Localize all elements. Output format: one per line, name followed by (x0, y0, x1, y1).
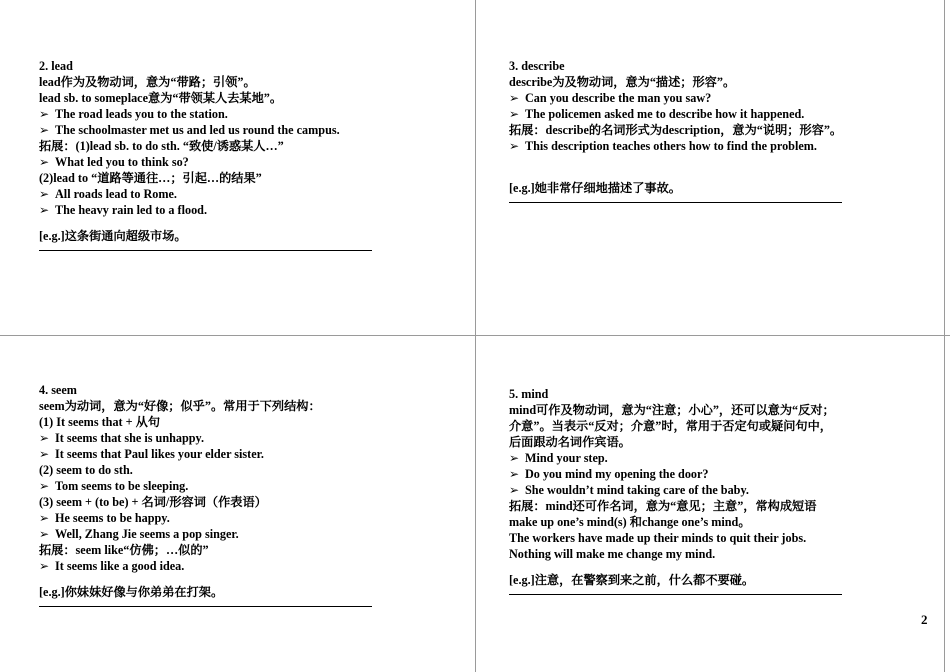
example-sentence: ➢ He seems to be happy. (39, 510, 459, 526)
example-sentence: ➢ What led you to think so? (39, 154, 459, 170)
vertical-divider (475, 0, 476, 672)
section-title: 3. describe (509, 59, 565, 73)
panel-lead (39, 58, 459, 251)
section-title: 5. mind (509, 387, 549, 401)
structure-note: (3) seem + (to be) + 名词/形容词（作表语） (39, 495, 267, 509)
exercise-prompt: [e.g.]她非常仔细地描述了事故。 (509, 181, 681, 195)
example-sentence: Nothing will make me change my mind. (509, 547, 716, 561)
example-sentence: ➢ The heavy rain led to a flood. (39, 202, 459, 218)
example-sentence: ➢ Well, Zhang Jie seems a pop singer. (39, 526, 459, 542)
example-sentence: ➢ Can you describe the man you saw? (509, 90, 849, 106)
exercise-prompt: [e.g.]注意，在警察到来之前，什么都不要碰。 (509, 573, 755, 587)
example-sentence: The workers have made up their minds to quit their jobs. (509, 531, 807, 545)
example-sentence: ➢ Do you mind my opening the door? (509, 466, 839, 482)
example-sentence: ➢ The schoolmaster met us and led us round the campus. (39, 122, 459, 138)
example-sentence: ➢ Mind your step. (509, 450, 839, 466)
page-number: 2 (921, 612, 928, 627)
section-title: 4. seem (39, 383, 77, 397)
answer-blank[interactable] (39, 250, 372, 251)
answer-blank[interactable] (509, 202, 842, 203)
example-sentence: ➢ This description teaches others how to find the problem. (509, 138, 849, 154)
definition-line: lead sb. to someplace意为“带领某人去某地”。 (39, 91, 283, 105)
example-sentence: ➢ It seems that Paul likes your elder sister. (39, 446, 459, 462)
example-sentence: ➢ The road leads you to the station. (39, 106, 459, 122)
extension-note: 拓展：seem like“仿佛；…似的” (39, 543, 209, 557)
horizontal-divider (0, 335, 950, 336)
structure-note: (2) seem to do sth. (39, 463, 133, 477)
example-sentence: ➢ The policemen asked me to describe how it happened. (509, 106, 849, 122)
answer-blank[interactable] (39, 606, 372, 607)
section-title: 2. lead (39, 59, 73, 73)
right-border (944, 0, 945, 672)
exercise-prompt: [e.g.]这条街通向超级市场。 (39, 229, 187, 243)
definition-line: describe为及物动词，意为“描述；形容”。 (509, 75, 736, 89)
example-sentence: ➢ All roads lead to Rome. (39, 186, 459, 202)
extension-note: 拓展：mind还可作名词，意为“意见；主意”，常构成短语make up one’s mind(s) 和change one’s mind。 (509, 499, 817, 529)
example-sentence: ➢ It seems that she is unhappy. (39, 430, 459, 446)
definition-line: seem为动词，意为“好像；似乎”。常用于下列结构： (39, 399, 321, 413)
panel-mind (509, 386, 839, 595)
extension-note: 拓展：describe的名词形式为description，意为“说明；形容”。 (509, 123, 843, 137)
answer-blank[interactable] (509, 594, 842, 595)
panel-describe (509, 58, 849, 203)
exercise-prompt: [e.g.]你妹妹好像与你弟弟在打架。 (39, 585, 224, 599)
extension-note: 拓展：(1)lead sb. to do sth. “致使/诱惑某人…” (39, 139, 284, 153)
extension-note: (2)lead to “道路等通往…；引起…的结果” (39, 171, 262, 185)
definition-line: lead作为及物动词，意为“带路；引领”。 (39, 75, 256, 89)
example-sentence: ➢ She wouldn’t mind taking care of the baby. (509, 482, 839, 498)
panel-seem (39, 382, 459, 607)
definition-line: mind可作及物动词，意为“注意；小心”，还可以意为“反对；介意”。当表示“反对；介意”时，常用于否定句或疑问句中，后面跟动名词作宾语。 (509, 403, 835, 449)
definition-line: (1) It seems that + 从句 (39, 415, 161, 429)
example-sentence: ➢ It seems like a good idea. (39, 558, 459, 574)
example-sentence: ➢ Tom seems to be sleeping. (39, 478, 459, 494)
